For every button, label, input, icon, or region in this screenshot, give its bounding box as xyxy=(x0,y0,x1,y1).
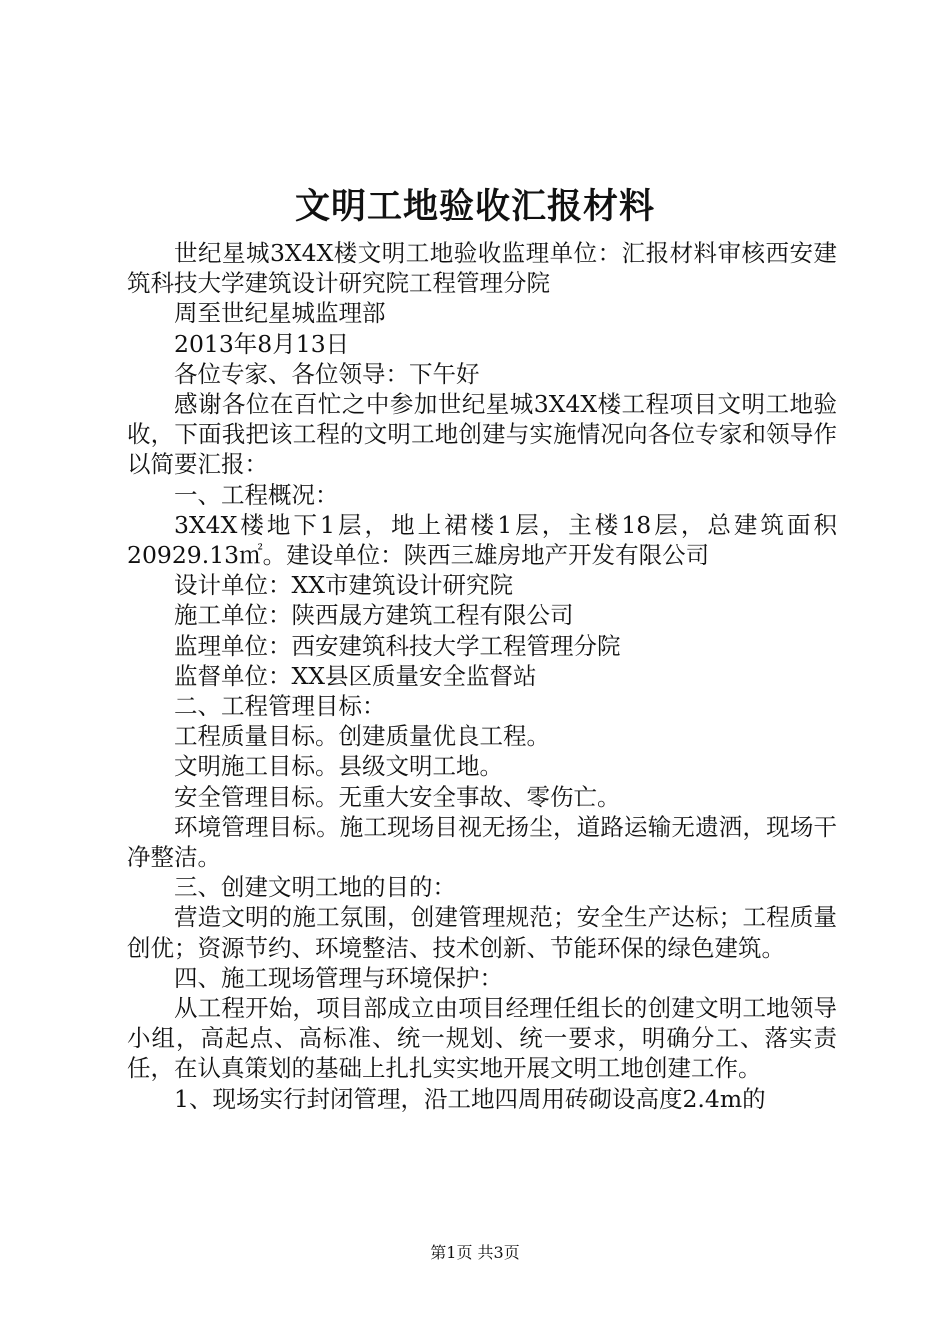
paragraph-construction-unit: 施工单位：陕西晟方建筑工程有限公司 xyxy=(174,601,574,630)
paragraph-environment-goal: 环境管理目标。施工现场目视无扬尘，道路运输无遗洒，现场干净整洁。 xyxy=(127,812,837,872)
paragraph-safety-goal: 安全管理目标。无重大安全事故、零伤亡。 xyxy=(174,782,621,811)
paragraph-enclosure: 1、现场实行封闭管理，沿工地四周用砖砌设高度2.4m的 xyxy=(174,1084,766,1113)
document-body xyxy=(127,238,837,1114)
paragraph-intro: 感谢各位在百忙之中参加世纪星城3X4X楼工程项目文明工地验收，下面我把该工程的文明工地创建与实施情况向各位专家和领导作以简要汇报： xyxy=(127,390,837,479)
page-footer: 第1页 共3页 xyxy=(430,1243,520,1262)
section-heading-site-management: 四、施工现场管理与环境保护： xyxy=(174,963,503,992)
paragraph-department: 周至世纪星城监理部 xyxy=(174,299,386,328)
paragraph-quality-goal: 工程质量目标。创建质量优良工程。 xyxy=(174,722,550,751)
paragraph-inspection-unit: 监督单位：XX县区质量安全监督站 xyxy=(174,661,537,690)
paragraph-civil-goal: 文明施工目标。县级文明工地。 xyxy=(174,752,503,781)
paragraph-date: 2013年8月13日 xyxy=(174,329,350,358)
document-title: 文明工地验收汇报材料 xyxy=(294,186,655,227)
paragraph-purpose: 营造文明的施工氛围，创建管理规范；安全生产达标；工程质量创优；资源节约、环境整洁、技术创新、节能环保的绿色建筑。 xyxy=(127,903,837,962)
paragraph-design-unit: 设计单位：XX市建筑设计研究院 xyxy=(174,571,513,600)
paragraph-supervision-unit: 监理单位：西安建筑科技大学工程管理分院 xyxy=(174,631,621,660)
section-heading-purpose: 三、创建文明工地的目的： xyxy=(174,873,456,902)
section-heading-goals: 二、工程管理目标： xyxy=(174,692,386,721)
paragraph-greeting: 各位专家、各位领导：下午好 xyxy=(174,359,480,388)
paragraph-building-info: 3X4X楼地下1层，地上裙楼1层，主楼18层，总建筑面积20929.13㎡。建设单位：陕西三雄房地产开发有限公司 xyxy=(127,510,837,570)
paragraph-site-management: 从工程开始，项目部成立由项目经理任组长的创建文明工地领导小组，高起点、高标准、统一规划、统一要求，明确分工、落实责任，在认真策划的基础上扎扎实实地开展文明工地创建工作。 xyxy=(127,994,837,1083)
paragraph-monitor-unit: 世纪星城3X4X楼文明工地验收监理单位：汇报材料审核西安建筑科技大学建筑设计研究院工程管理分院 xyxy=(127,239,837,298)
section-heading-overview: 一、工程概况： xyxy=(174,480,339,509)
